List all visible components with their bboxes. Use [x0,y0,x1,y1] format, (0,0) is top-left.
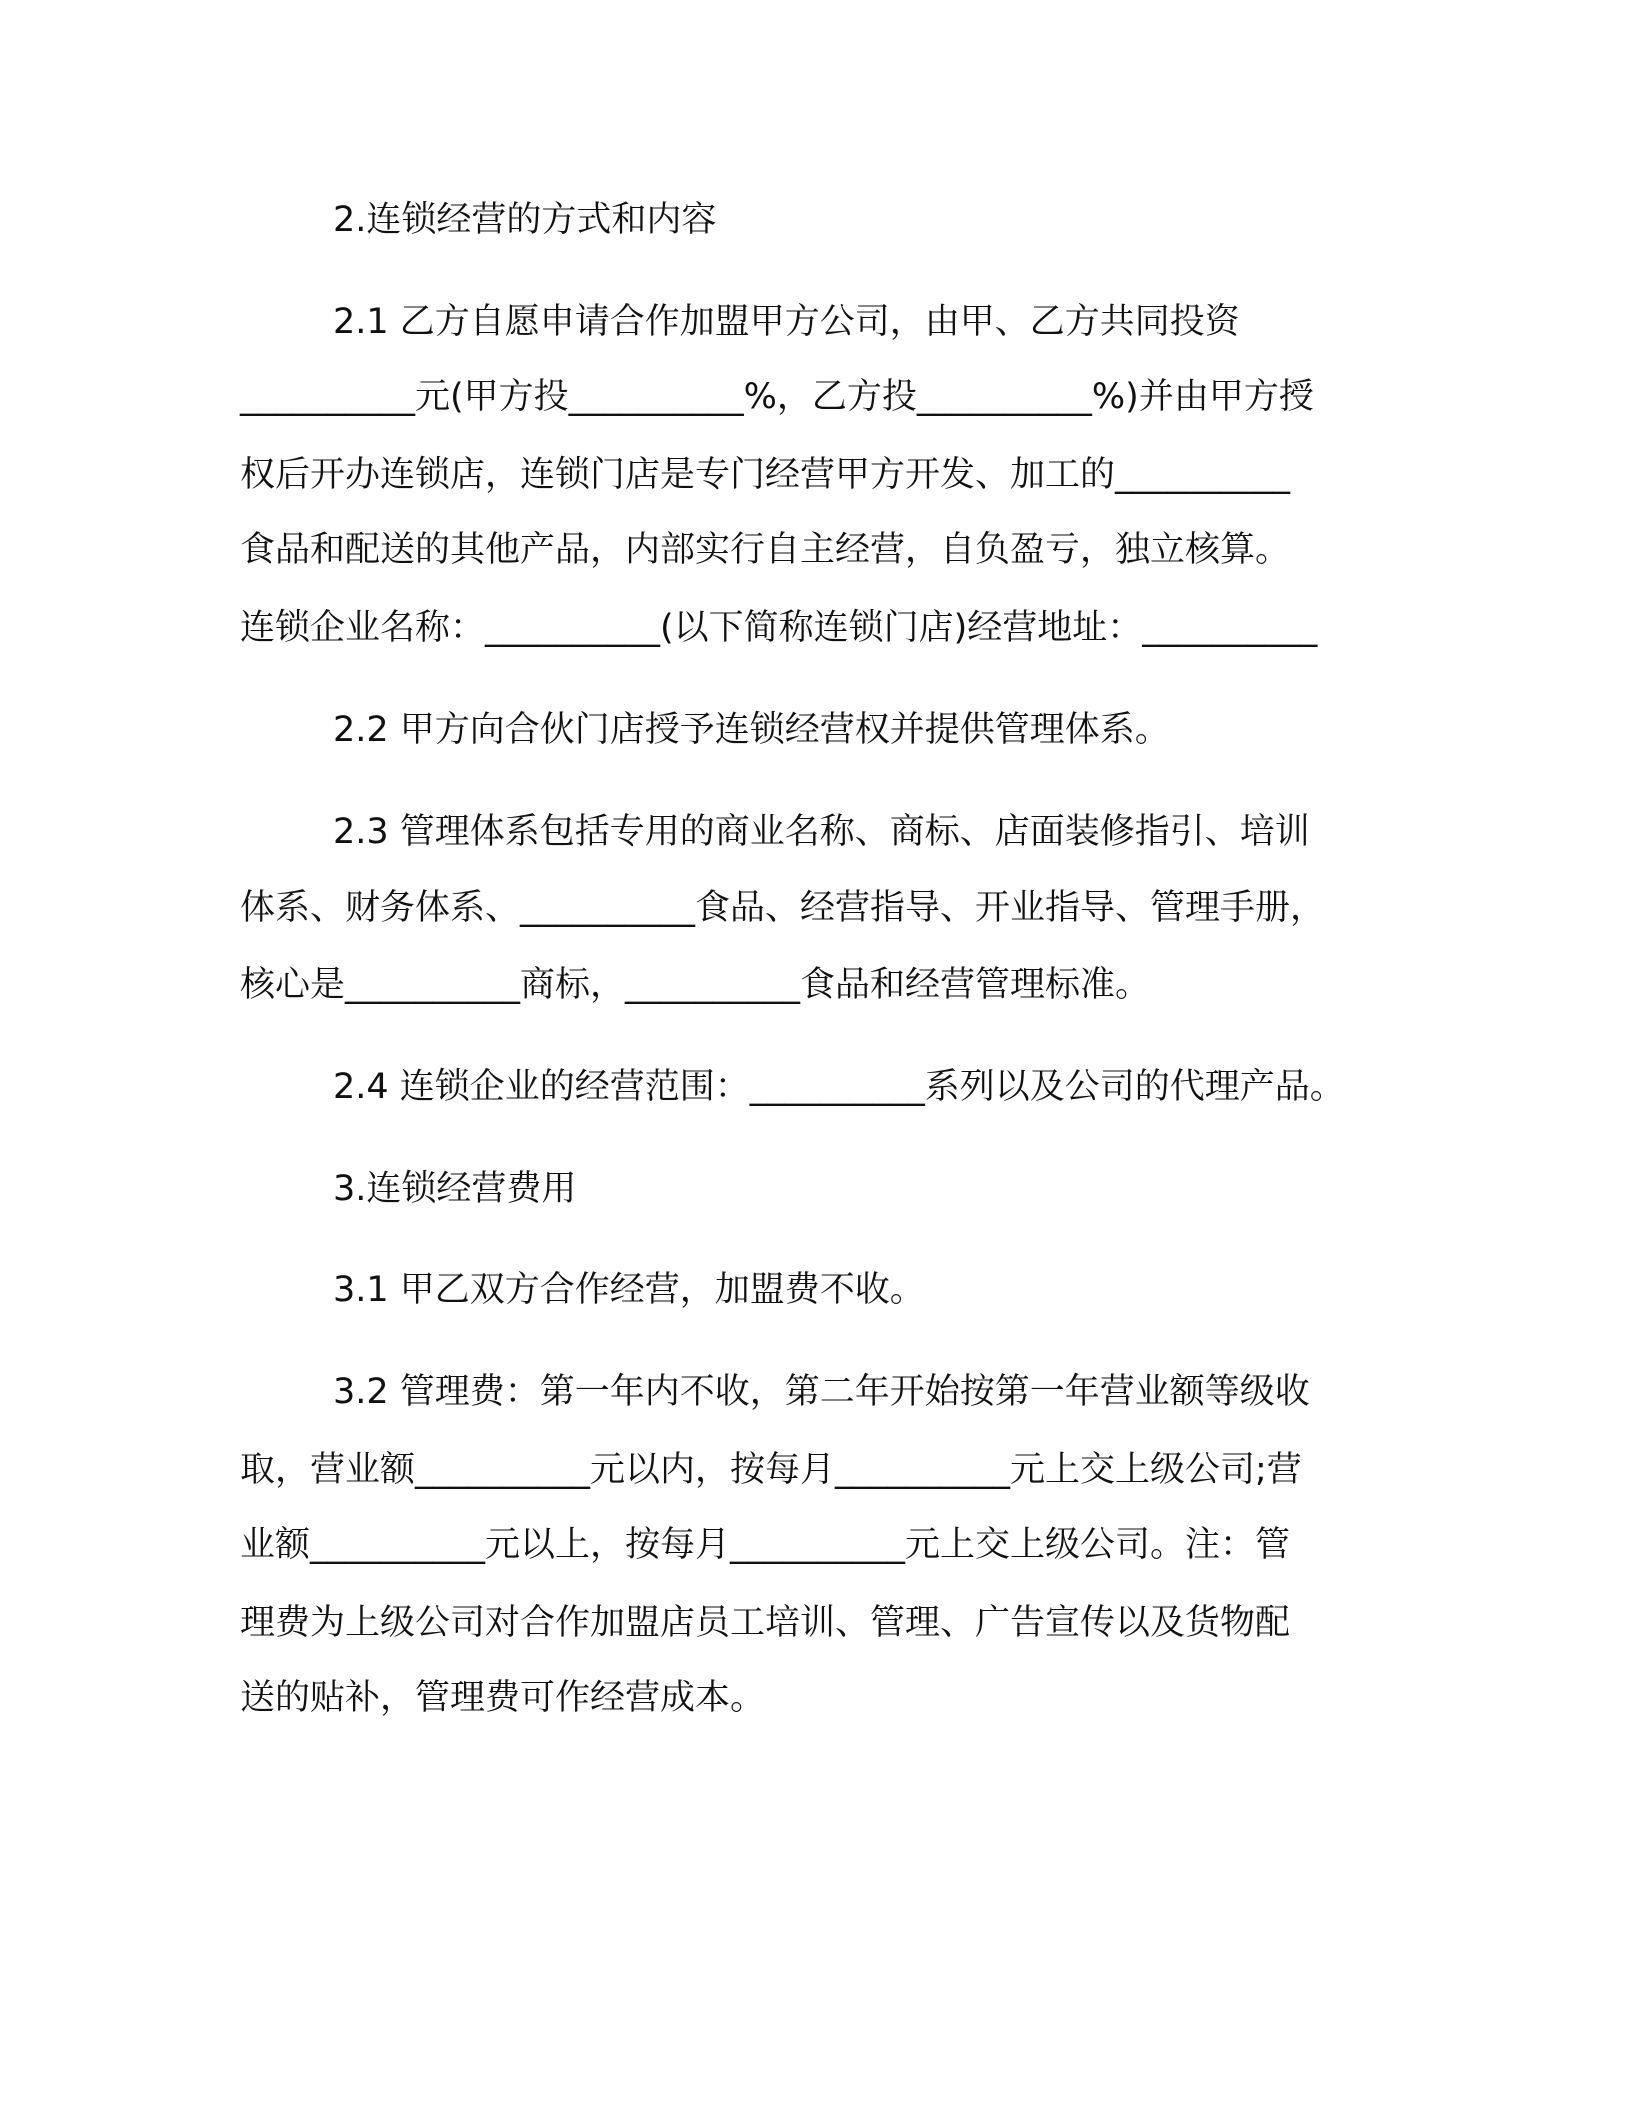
clause-2-1-line-2: __________元(甲方投__________%，乙方投__________%)并由甲方授 [240,377,1314,417]
clause-2-1-line-5: 连锁企业名称：__________(以下简称连锁门店)经营地址：__________ [240,608,1318,648]
clause-2-3-line-2: 体系、财务体系、__________食品、经营指导、开业指导、管理手册， [240,888,1326,928]
clause-3-1: 3.1 甲乙双方合作经营，加盟费不收。 [333,1270,925,1310]
clause-2-2: 2.2 甲方向合伙门店授予连锁经营权并提供管理体系。 [333,710,1170,750]
clause-3-2-line-3: 业额__________元以上，按每月__________元上交上级公司。注：管 [240,1525,1291,1565]
clause-2-1-line-3: 权后开办连锁店，连锁门店是专门经营甲方开发、加工的__________ [240,455,1291,495]
clause-2-1-line-4: 食品和配送的其他产品，内部实行自主经营，自负盈亏，独立核算。 [240,530,1291,570]
clause-3-2-line-5: 送的贴补，管理费可作经营成本。 [240,1678,766,1718]
clause-2-3-line-3: 核心是__________商标，__________食品和经营管理标准。 [240,965,1151,1005]
section-heading-2: 2.连锁经营的方式和内容 [333,200,717,240]
clause-2-1-line-1: 2.1 乙方自愿申请合作加盟甲方公司，由甲、乙方共同投资 [333,302,1240,342]
clause-2-4: 2.4 连锁企业的经营范围：__________系列以及公司的代理产品。 [333,1067,1345,1107]
section-heading-3: 3.连锁经营费用 [333,1169,577,1209]
clause-2-3-line-1: 2.3 管理体系包括专用的商业名称、商标、店面装修指引、培训 [333,812,1310,852]
clause-3-2-line-4: 理费为上级公司对合作加盟店员工培训、管理、广告宣传以及货物配 [240,1603,1291,1643]
clause-3-2-line-2: 取，营业额__________元以内，按每月__________元上交上级公司;营 [240,1450,1302,1490]
clause-3-2-line-1: 3.2 管理费：第一年内不收，第二年开始按第一年营业额等级收 [333,1372,1310,1412]
